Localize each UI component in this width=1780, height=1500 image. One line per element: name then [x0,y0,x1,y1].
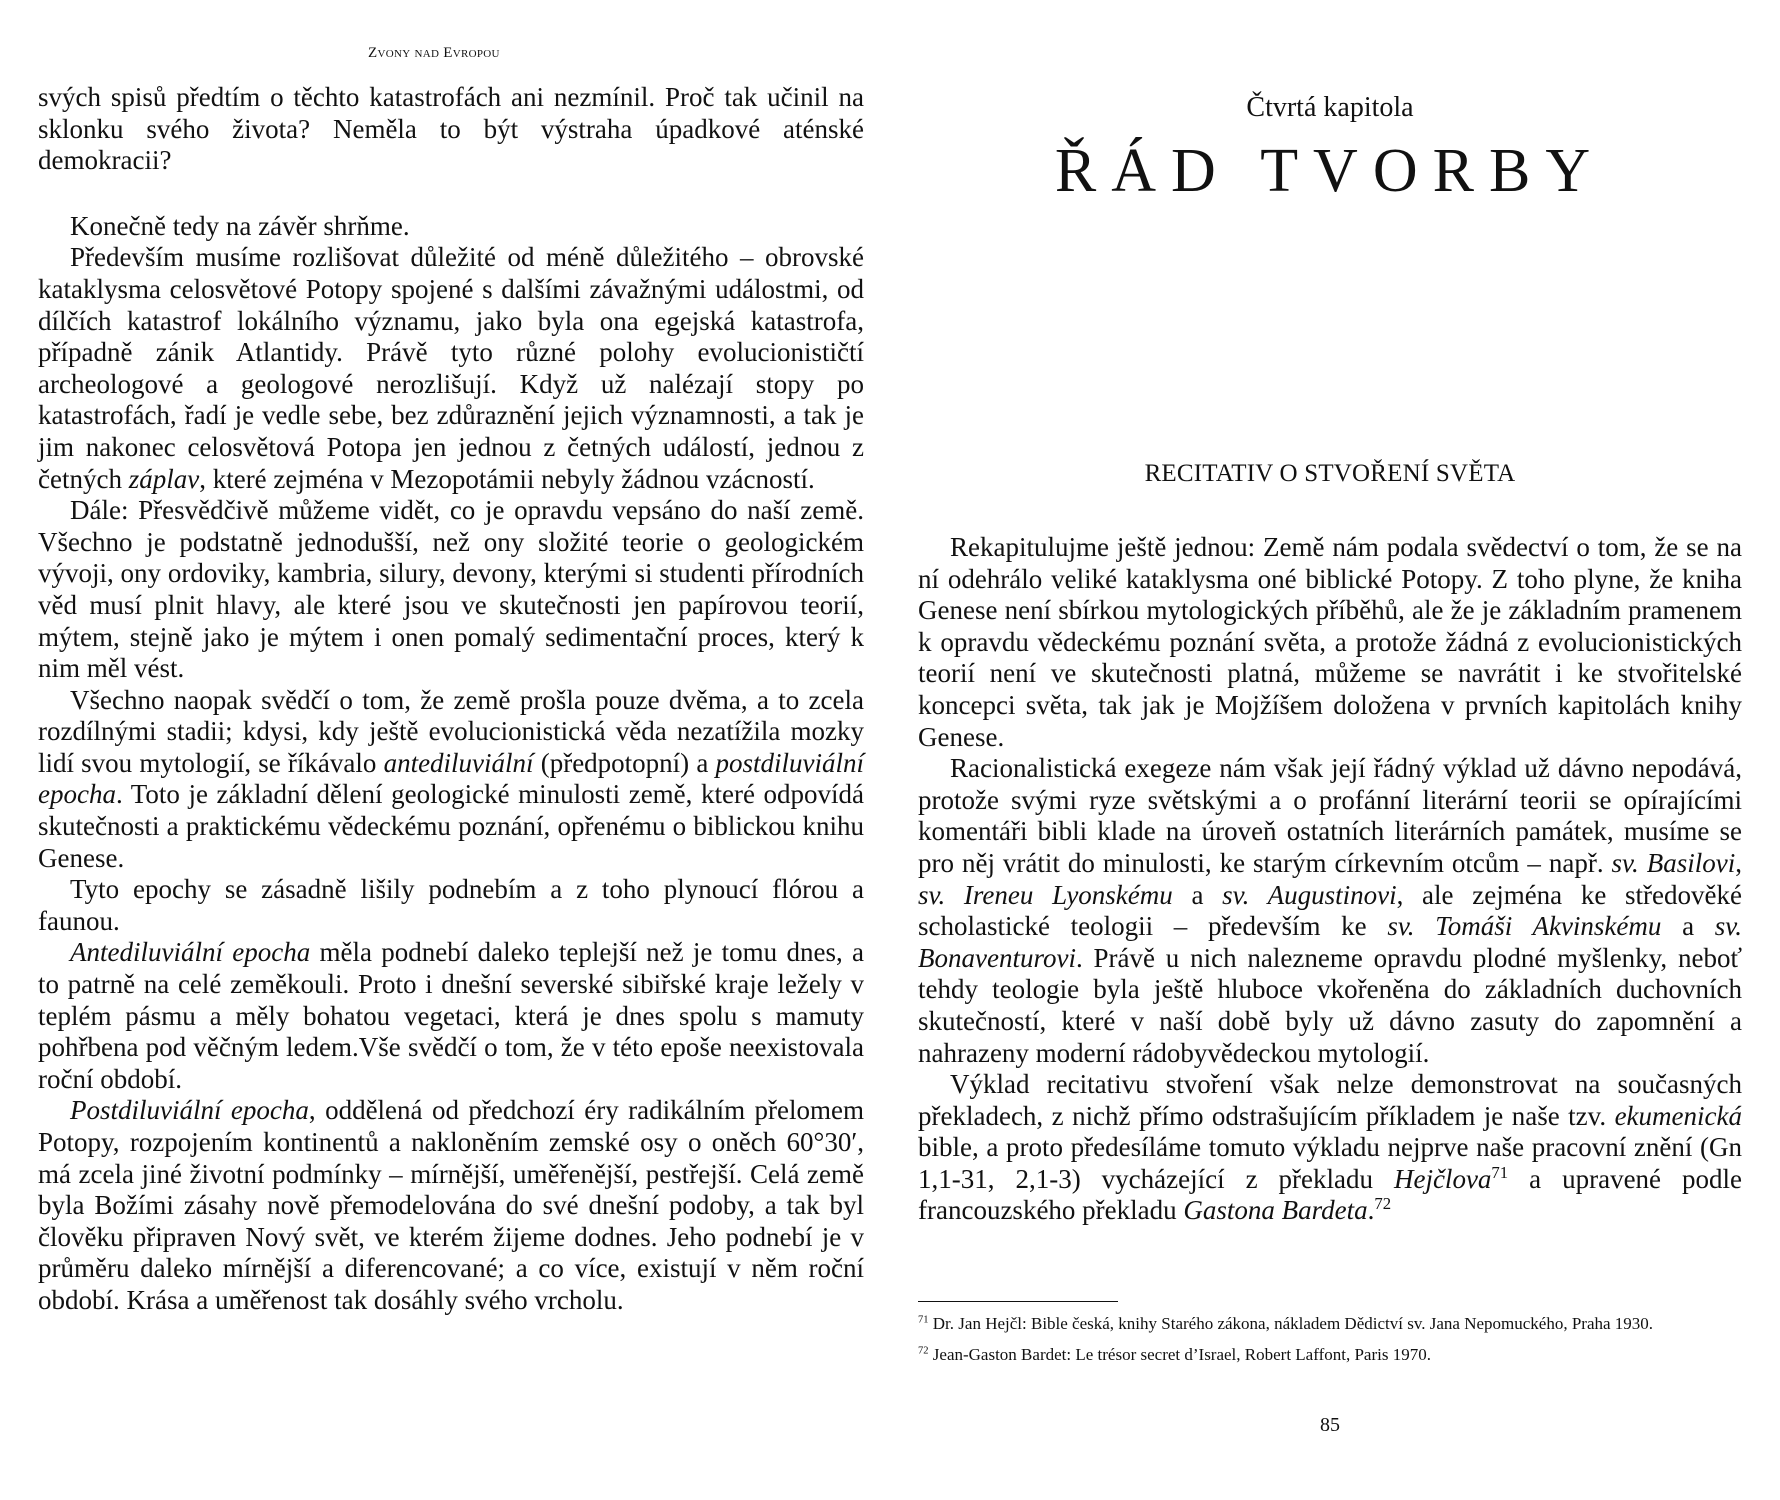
emphasis-name: sv. Basilovi [1611,847,1736,878]
emphasis-name: sv. Tomáši Akvinskému [1387,911,1662,942]
paragraph-recap: Rekapitulujme ještě jednou: Země nám podala svědectví o tom, že se na ní odehrálo veliké kataklysma oné biblické Potopy. Z toho plyne, že kniha Genese není sbírkou mytologických příběhů, ale že je základním pramenem k opravdu vědeckému poznání světa, a protože žádná z evolucionistických teorií není ve skutečnosti platná, můžeme se navrátit i ke stvořitelské koncepci světa, tak jak je Mojžíšem doložena v prvních kapitolách knihy Genese. [918,532,1742,752]
emphasis-name: sv. Ireneu Lyonskému [918,879,1173,910]
emphasis-term: antediluviální [383,747,534,778]
footnote-ref: 71 [1491,1162,1509,1182]
paragraph-summary: Konečně tedy na závěr shrňme. [70,210,410,241]
emphasis-name: sv. Bonaventurovi [918,911,1743,973]
emphasis-term: ekumenická [1614,1100,1742,1131]
section-title: RECITATIV O STVOŘENÍ SVĚTA [1144,460,1516,487]
paragraph-further: Dále: Přesvědčivě můžeme vidět, co je opravdu vepsáno do naší země. Všechno je podstatně jednodušší, než ony složité teorie o geologickém vývoji, ony ordoviky, kambria, silury, devony, kterými si studenti přírodních věd musí plnit hlavy, ale které jsou ve skutečnosti jen papírovou teorií, mýtem, stejně jako je mýtem i onen pomalý sedimentační proces, který k nim měl vést. [38,495,864,684]
paragraph-explanation: Výklad recitativu stvoření však nelze demonstrovat na současných překladech, z nichž přímo odstrašujícím příkladem je naše tzv. ekumenická bible, a proto předesíláme tomuto výkladu nejprve naše pracovní znění (Gn 1,1-31, 2,1-3) vycházející z překladu Hejčlova$^{71}$ a upravené podle francouzského překladu Gastona Bardeta.$^{72}$ [918,1069,1742,1226]
footnote-71: $^{71}$ Dr. Jan Hejčl: Bible česká, knihy Starého zákona, nákladem Dědictví sv. Jana Nepomuckého, Praha 1930. [918,1314,1654,1333]
emphasis-term: Antediluviální epocha [70,937,311,968]
footnote-divider [918,1301,1118,1302]
running-head: Zvony nad Evropou [368,45,500,61]
paragraph-epochs: Tyto epochy se zásadně lišily podnebím a z toho plynoucí flórou a faunou. [38,874,864,936]
footnote-ref: 72 [1374,1194,1392,1214]
emphasis-name: Gastona Bardeta [1183,1195,1368,1226]
emphasis-term: Postdiluviální epocha [70,1095,309,1126]
paragraph-rationalist: Racionalistická exegeze nám však její řádný výklad už dávno nepodává, protože svými ryze světskými a o profánní literární teorii se opírajícími komentáři bibli klade na úroveň ostatních literárních památek, musíme se pro něj vrátit do minulosti, ke starým církevním otcům – např. sv. Basilovi, sv. Ireneu Lyonskému a sv. Augustinovi, ale zejména ke středověké scholastické teologii – především ke sv. Tomáši Akvinskému a sv. Bonaventurovi. Právě u nich nalezneme opravdu plodné myšlenky, neboť tehdy teologie byla ještě hluboce vkořeněna do základních duchovních skutečností, které v naší době byly už dávno zasuty do zapomnění a nahrazeny moderní rádobyvědeckou mytologií. [918,753,1743,1068]
emphasis-term: záplav [128,463,200,494]
footnote-72: $^{72}$ Jean-Gaston Bardet: Le trésor secret d’Israel, Robert Laffont, Paris 1970. [918,1345,1431,1364]
footnotes [918,1310,1742,1368]
paragraph-postdiluvian: Postdiluviální epocha, oddělená od předchozí éry radikálním přelomem Potopy, rozpojením kontinentů a nakloněním zemské osy o oněch 60°30′, má zcela jiné životní podmínky – mírnější, uměřenější, pestřejší. Celá země byla Božími zásahy nově přemodelována do své dnešní podoby, a tak byl člověku připraven Nový svět, ve kterém žijeme dodnes. Jeho podnebí je v průměru daleko mírnější a diferencované; a co více, existují v něm roční období. Krása a uměřenost tak dosáhly svého vrcholu. [38,1095,864,1315]
right-page-text [918,532,1742,1227]
paragraph-first-point: Především musíme rozlišovat důležité od méně důležitého – obrovské kataklysma celosvětové Potopy spojené s dalšími závažnými událostmi, od dílčích katastrof lokálního významu, jako byla ona egejská katastrofa, případně zánik Atlantidy. Právě tyto různé polohy evolucionističtí archeologové a geologové nerozlišují. Když už nalézají stopy po katastrofách, řadí je vedle sebe, bez zdůraznění jejich významnosti, a tak je jim nakonec celosvětová Potopa jen jednou z četných událostí, jednou z četných záplav, které zejména v Mezopotámii nebyly žádnou vzácností. [38,242,864,494]
page-number: 85 [1320,1414,1340,1436]
chapter-title: ŘÁD TVORBY [1054,137,1606,205]
left-page-text [38,82,864,1317]
emphasis-term: postdiluviální epocha [38,747,864,810]
emphasis-name: sv. Augustinovi [1222,879,1397,910]
paragraph-continuation: svých spisů předtím o těchto katastrofách ani nezmínil. Proč tak učinil na sklonku svého života? Neměla to být výstraha úpadkové aténské demokracii? [38,82,864,176]
emphasis-name: Hejčlova [1393,1163,1492,1194]
chapter-label: Čtvrtá kapitola [1246,92,1414,123]
paragraph-two-stages: Všechno naopak svědčí o tom, že země prošla pouze dvěma, a to zcela rozdílnými stadii; kdysi, kdy ještě evolucionistická věda nezatížila mozky lidí svou mytologií, se říkávalo antediluviální (předpotopní) a postdiluviální epocha. Toto je základní dělení geologické minulosti země, které odpovídá skutečnosti a praktickému vědeckému poznání, opřenému o biblickou knihu Genese. [38,684,864,873]
paragraph-antediluvian: Antediluviální epocha měla podnebí daleko teplejší než je tomu dnes, a to patrně na celé zeměkouli. Proto i dnešní severské sibiřské kraje ležely v teplém pásmu a měly bohatou vegetaci, která je dnes spolu s mamuty pohřbena pod věčným ledem.Vše svědčí o tom, že v této epoše neexistovala roční období. [38,937,864,1094]
